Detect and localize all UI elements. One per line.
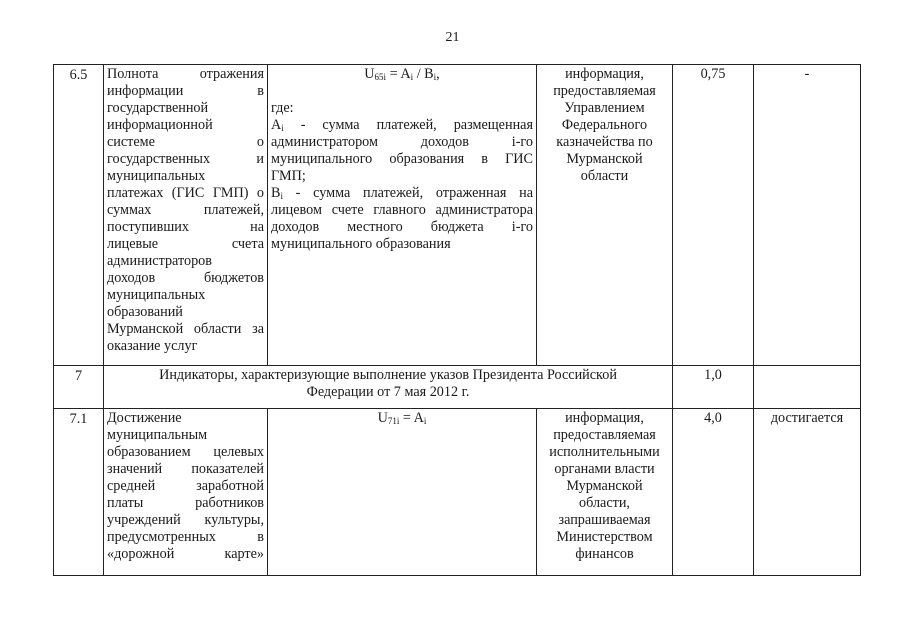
definition-line: муниципального образования в ГИС: [271, 151, 533, 167]
indicator-name-line: системе о: [107, 134, 264, 150]
weight-cell: 0,75: [673, 65, 754, 366]
indicator-name-line: муниципальных: [107, 287, 206, 303]
row-number: 6.5: [54, 65, 104, 366]
table-row: [54, 366, 861, 409]
source-line: области,: [579, 495, 630, 511]
target-cell: [754, 366, 861, 409]
row-number: 7.1: [54, 409, 104, 576]
target-cell: достигается: [754, 409, 861, 576]
definition-line: муниципального образования: [271, 236, 451, 252]
source-cell: [537, 409, 673, 576]
indicators-table: [53, 64, 861, 576]
source-cell: [537, 65, 673, 366]
source-line: Федерального: [561, 117, 648, 133]
source-line: Министерством: [556, 529, 653, 545]
indicator-name-line: Достижение: [107, 410, 182, 426]
indicator-name-line: суммах платежей,: [107, 202, 264, 218]
where-label: где:: [271, 100, 294, 116]
source-line: запрашиваемая: [558, 512, 651, 528]
indicator-name-line: информационной: [107, 117, 213, 133]
weight-cell: 1,0: [673, 366, 754, 409]
section-title: Индикаторы, характеризующие выполнение указов Президента Российской Федерации от 7 мая 2012 г.: [104, 366, 673, 409]
indicator-name-line: значений показателей: [107, 461, 264, 477]
indicator-name-line: государственной: [107, 100, 209, 116]
indicator-name-line: учреждений культуры,: [107, 512, 264, 528]
table-row: [54, 65, 861, 366]
target-cell: -: [754, 65, 861, 366]
source-line: финансов: [575, 546, 634, 562]
indicator-name-line: платежах (ГИС ГМП) о: [107, 185, 264, 201]
indicator-name: [104, 65, 268, 366]
source-line: информация,: [565, 66, 644, 82]
definition-line: $A_i$ - сумма платежей, размещенная: [271, 117, 533, 133]
indicator-name-line: муниципальным: [107, 427, 208, 443]
table-row: [54, 409, 861, 576]
source-line: Мурманской: [566, 151, 643, 167]
row-number: 7: [54, 366, 104, 409]
source-line: Управлением: [564, 100, 645, 116]
indicator-name-line: оказание услуг: [107, 338, 198, 354]
formula-cell: [268, 409, 537, 576]
indicator-name-line: государственных и: [107, 151, 264, 167]
indicator-name-line: поступивших на: [107, 219, 264, 235]
indicator-name-line: Полнота отражения: [107, 66, 264, 82]
definition-line: администратором доходов i-го: [271, 134, 533, 150]
source-line: предоставляемая: [553, 83, 656, 99]
indicator-name-line: лицевые счета: [107, 236, 264, 252]
source-line: предоставляемая: [553, 427, 656, 443]
source-line: казначейства по: [556, 134, 653, 150]
indicator-name-line: Мурманской области за: [107, 321, 264, 337]
source-line: Мурманской: [566, 478, 643, 494]
indicator-name-line: администраторов: [107, 253, 212, 269]
source-line: области: [580, 168, 629, 184]
definition-line: $B_i$ - сумма платежей, отраженная на: [271, 185, 533, 201]
indicator-name-line: предусмотренных в: [107, 529, 264, 545]
source-line: органами власти: [554, 461, 655, 477]
indicator-name-line: муниципальных: [107, 168, 206, 184]
formula: $U_{65i} = A_i / B_i$,: [364, 66, 440, 82]
indicator-name-line: образованием целевых: [107, 444, 264, 460]
formula: $U_{71i} = A_i$: [377, 410, 427, 426]
formula-cell: [268, 65, 537, 366]
indicator-name-line: средней заработной: [107, 478, 264, 494]
definition-line: ГМП;: [271, 168, 306, 184]
indicator-name-line: информации в: [107, 83, 264, 99]
page-number: 21: [445, 30, 460, 45]
indicator-name-line: «дорожной карте»: [107, 546, 264, 562]
weight-cell: 4,0: [673, 409, 754, 576]
indicator-name-line: образований: [107, 304, 183, 320]
indicator-name-line: доходов бюджетов: [107, 270, 264, 286]
indicator-name-line: платы работников: [107, 495, 264, 511]
source-line: исполнительными: [549, 444, 660, 460]
definition-line: доходов местного бюджета i-го: [271, 219, 533, 235]
definition-line: лицевом счете главного администратора: [271, 202, 533, 218]
indicator-name: [104, 409, 268, 576]
source-line: информация,: [565, 410, 644, 426]
